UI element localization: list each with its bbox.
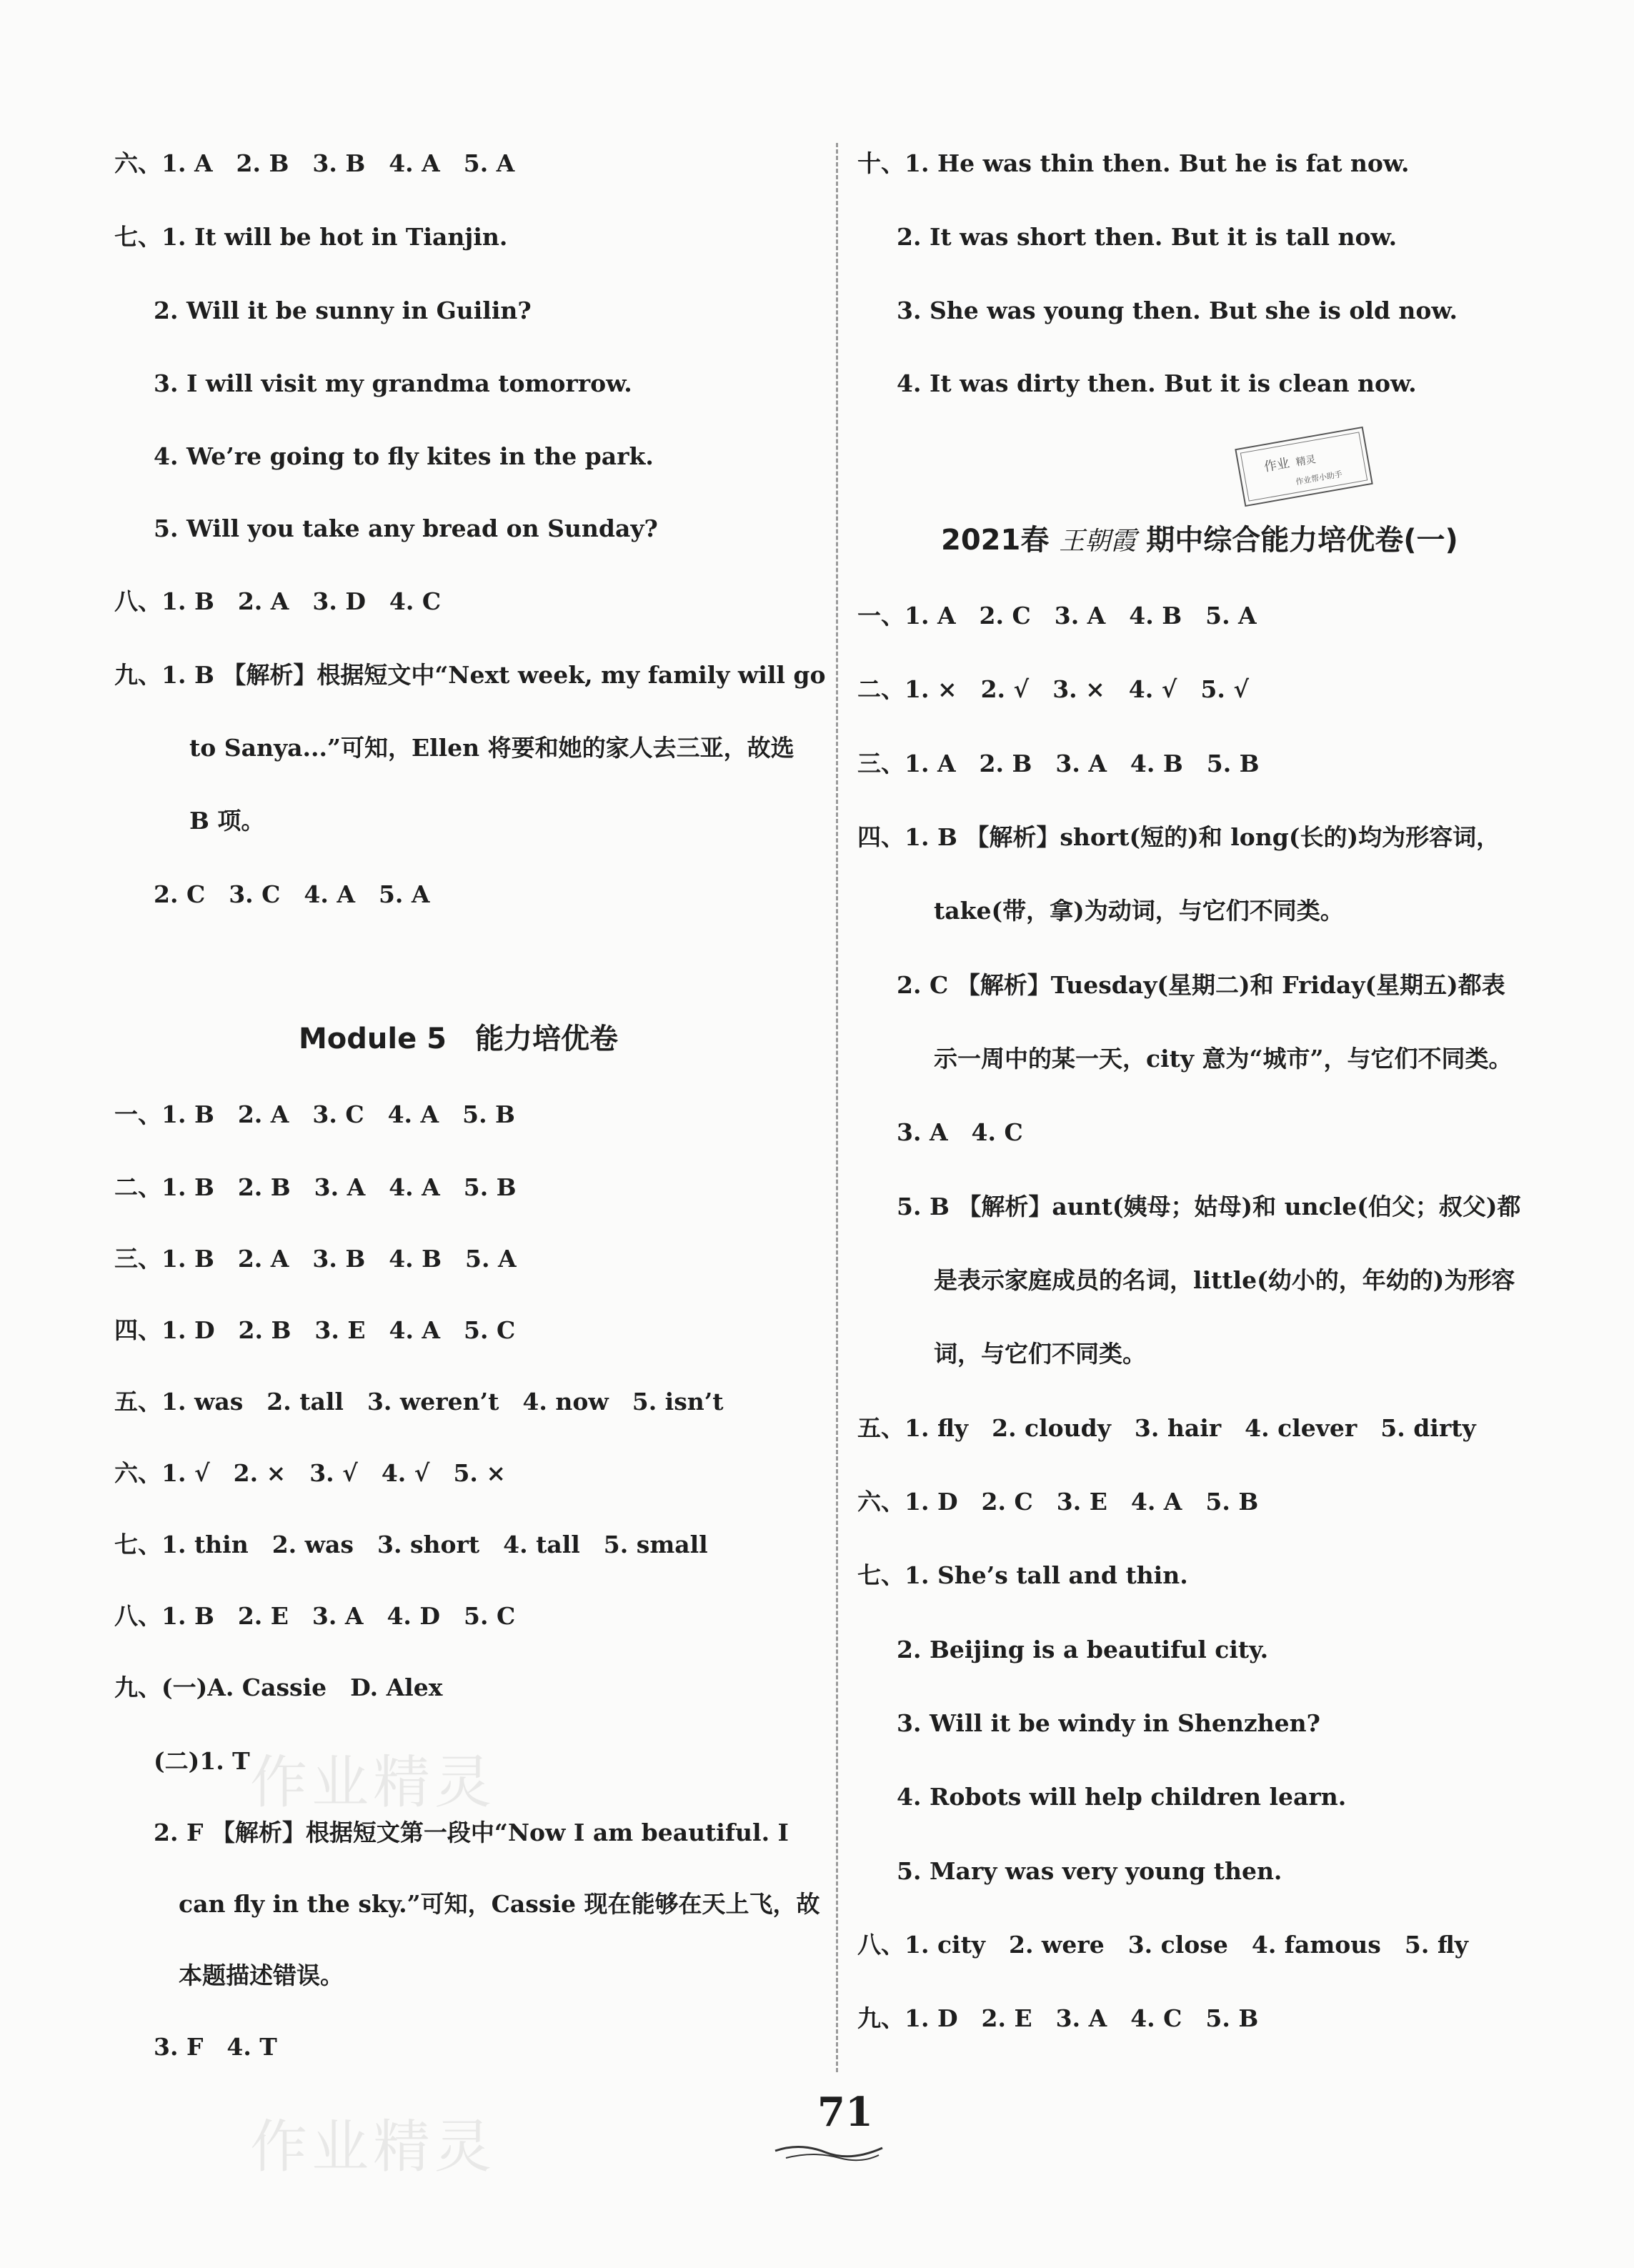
answer-line: 5. B 【解析】aunt(姨母；姑母)和 uncle(伯父；叔父)都 bbox=[897, 1193, 1521, 1220]
answer-line: 三、1. A 2. B 3. A 4. B 5. B bbox=[857, 750, 1260, 777]
answer-line: 3. I will visit my grandma tomorrow. bbox=[154, 369, 632, 397]
answer-line: 2. C 【解析】Tuesday(星期二)和 Friday(星期五)都表 bbox=[897, 971, 1505, 999]
answer-line: 九、1. B 【解析】根据短文中“Next week, my family will go bbox=[114, 661, 826, 689]
column-divider bbox=[836, 143, 838, 2072]
stamp-graphic bbox=[1225, 420, 1383, 513]
answer-line: 六、1. √ 2. × 3. √ 4. √ 5. × bbox=[114, 1459, 507, 1487]
page-number-ornament bbox=[772, 2142, 886, 2167]
answer-line: to Sanya...”可知，Ellen 将要和她的家人去三亚，故选 bbox=[189, 734, 794, 762]
answer-line: 2. Will it be sunny in Guilin? bbox=[154, 297, 532, 324]
answer-line: 4. We’re going to fly kites in the park. bbox=[154, 442, 654, 470]
answer-line: 十、1. He was thin then. But he is fat now. bbox=[857, 149, 1410, 177]
page-number: 71 bbox=[817, 2089, 873, 2136]
section-heading: Module 5 能力培优卷 bbox=[299, 1023, 618, 1055]
answer-line: 4. It was dirty then. But it is clean now. bbox=[897, 369, 1417, 397]
answer-line: 八、1. B 2. A 3. D 4. C bbox=[114, 587, 442, 615]
answer-line: 2. C 3. C 4. A 5. A bbox=[154, 880, 430, 908]
answer-line: B 项。 bbox=[189, 807, 265, 835]
stamp-logo bbox=[1225, 420, 1383, 516]
stamp-text-1: 作业 bbox=[1262, 455, 1291, 475]
answer-line: 5. Will you take any bread on Sunday? bbox=[154, 514, 658, 542]
answer-line: 九、1. D 2. E 3. A 4. C 5. B bbox=[857, 2004, 1259, 2032]
answer-line: 二、1. × 2. √ 3. × 4. √ 5. √ bbox=[857, 675, 1250, 703]
section-heading bbox=[941, 524, 1458, 557]
stamp-text-2: 精灵 bbox=[1295, 454, 1317, 469]
answer-line: 3. F 4. T bbox=[154, 2033, 277, 2061]
answer-line: 八、1. city 2. were 3. close 4. famous 5. fly bbox=[857, 1931, 1468, 1959]
answer-line: 本题描述错误。 bbox=[179, 1961, 344, 1989]
answer-line: 七、1. She’s tall and thin. bbox=[857, 1561, 1188, 1589]
answer-line: (二)1. T bbox=[154, 1747, 250, 1775]
answer-line: 四、1. D 2. B 3. E 4. A 5. C bbox=[114, 1316, 516, 1344]
answer-line: 五、1. was 2. tall 3. weren’t 4. now 5. isn’t bbox=[114, 1388, 724, 1416]
answer-line: 词，与它们不同类。 bbox=[934, 1340, 1146, 1368]
answer-line: 五、1. fly 2. cloudy 3. hair 4. clever 5. dirty bbox=[857, 1414, 1476, 1442]
heading-brand-logo: 王朝霞 bbox=[1059, 527, 1137, 556]
stamp-text-3: 作业帮小助手 bbox=[1295, 469, 1343, 487]
answer-line: can fly in the sky.”可知，Cassie 现在能够在天上飞，故 bbox=[179, 1890, 820, 1918]
watermark: 作业精灵 bbox=[250, 1749, 496, 1816]
answer-line: 2. It was short then. But it is tall now. bbox=[897, 223, 1398, 251]
answer-line: 一、1. B 2. A 3. C 4. A 5. B bbox=[114, 1100, 515, 1128]
answer-line: 4. Robots will help children learn. bbox=[897, 1783, 1347, 1811]
watermark: 作业精灵 bbox=[250, 2114, 496, 2180]
answer-line: 2. F 【解析】根据短文第一段中“Now I am beautiful. I bbox=[154, 1819, 789, 1846]
answer-line: 七、1. thin 2. was 3. short 4. tall 5. small bbox=[114, 1531, 708, 1558]
answer-line: 四、1. B 【解析】short(短的)和 long(长的)均为形容词， bbox=[857, 823, 1500, 851]
answer-line: 5. Mary was very young then. bbox=[897, 1857, 1282, 1885]
answer-line: 三、1. B 2. A 3. B 4. B 5. A bbox=[114, 1245, 517, 1273]
answer-line: 3. She was young then. But she is old now. bbox=[897, 297, 1458, 324]
answer-line: 是表示家庭成员的名词，little(幼小的，年幼的)为形容 bbox=[934, 1266, 1515, 1294]
answer-line: 九、(一)A. Cassie D. Alex bbox=[114, 1673, 443, 1701]
answer-line: 3. A 4. C bbox=[897, 1118, 1023, 1146]
heading-year: 2021春 bbox=[941, 524, 1050, 557]
answer-line: 六、1. D 2. C 3. E 4. A 5. B bbox=[857, 1488, 1259, 1516]
answer-line: 六、1. A 2. B 3. B 4. A 5. A bbox=[114, 149, 515, 177]
answer-line: 七、1. It will be hot in Tianjin. bbox=[114, 223, 508, 251]
answer-line: 二、1. B 2. B 3. A 4. A 5. B bbox=[114, 1173, 517, 1201]
answer-line: take(带，拿)为动词，与它们不同类。 bbox=[934, 897, 1344, 925]
answer-line: 3. Will it be windy in Shenzhen? bbox=[897, 1709, 1320, 1737]
answer-line: 八、1. B 2. E 3. A 4. D 5. C bbox=[114, 1602, 516, 1630]
heading-title: 期中综合能力培优卷(一) bbox=[1146, 524, 1458, 557]
answer-line: 示一周中的某一天，city 意为“城市”，与它们不同类。 bbox=[934, 1045, 1513, 1073]
answer-line: 一、1. A 2. C 3. A 4. B 5. A bbox=[857, 602, 1257, 630]
answer-line: 2. Beijing is a beautiful city. bbox=[897, 1636, 1269, 1663]
